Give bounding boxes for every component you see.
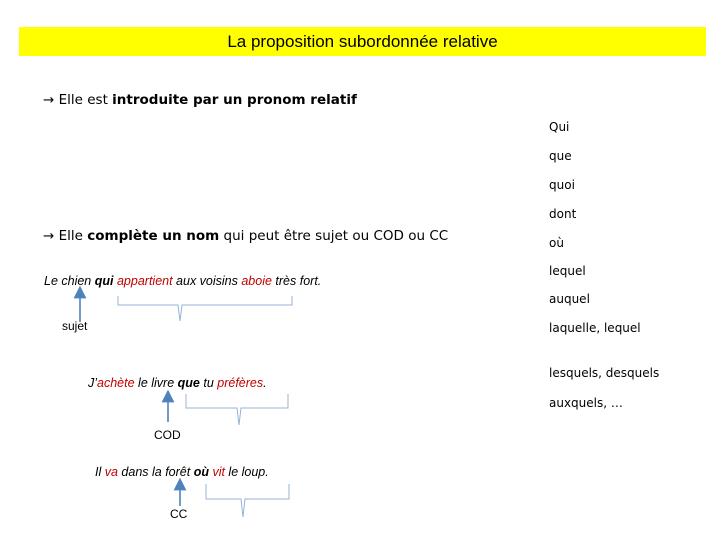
example-word: le livre <box>134 376 178 390</box>
arrow-right-icon: → <box>43 92 55 108</box>
brace-relative-clause <box>186 394 288 425</box>
pronoun-item: laquelle, lequel <box>549 321 641 335</box>
pronoun-item: que <box>549 149 572 163</box>
function-label-sujet: sujet <box>62 319 88 333</box>
verb-highlight: aboie <box>241 274 272 288</box>
pronoun-item: lequel <box>549 264 586 278</box>
example-word: dans la forêt <box>117 465 194 479</box>
relative-pronoun: où <box>193 465 209 479</box>
pronoun-item: lesquels, desquels <box>549 366 660 380</box>
pronoun-item: dont <box>549 207 577 221</box>
function-label-cc: CC <box>170 507 188 521</box>
pronoun-item: auquel <box>549 292 590 306</box>
verb-highlight: vit <box>212 465 225 479</box>
example-word: très fort. <box>271 274 322 288</box>
page-title: La proposition subordonnée relative <box>227 32 498 51</box>
rule2-text-b: complète un nom <box>87 228 220 244</box>
brace-relative-clause <box>206 484 289 517</box>
example-word: Le chien <box>44 274 95 288</box>
relative-pronoun: qui <box>94 274 114 288</box>
rule2-text-c: qui peut être sujet ou COD ou CC <box>219 228 449 244</box>
example-word: . <box>263 376 267 390</box>
rule1-text-a: Elle est <box>58 92 113 108</box>
pronoun-item: auxquels, … <box>549 396 623 410</box>
example-word: le loup. <box>224 465 269 479</box>
brace-relative-clause <box>118 296 292 321</box>
verb-highlight: appartient <box>116 274 173 288</box>
example-word: aux voisins <box>172 274 242 288</box>
relative-pronoun: que <box>177 376 200 390</box>
example-word: Il <box>95 465 105 479</box>
pronoun-item: quoi <box>549 178 575 192</box>
example-word: tu <box>199 376 218 390</box>
example-word: J’ <box>88 376 98 390</box>
verb-highlight: préfères <box>217 376 264 390</box>
arrow-right-icon: → <box>43 228 55 244</box>
function-label-cod: COD <box>154 428 181 442</box>
rule1-text-b: introduite par un pronom relatif <box>112 92 357 108</box>
pronoun-item: où <box>549 236 564 250</box>
verb-highlight: achète <box>97 376 135 390</box>
pronoun-item: Qui <box>549 120 570 134</box>
verb-highlight: va <box>104 465 118 479</box>
rule2-text-a: Elle <box>58 228 88 244</box>
